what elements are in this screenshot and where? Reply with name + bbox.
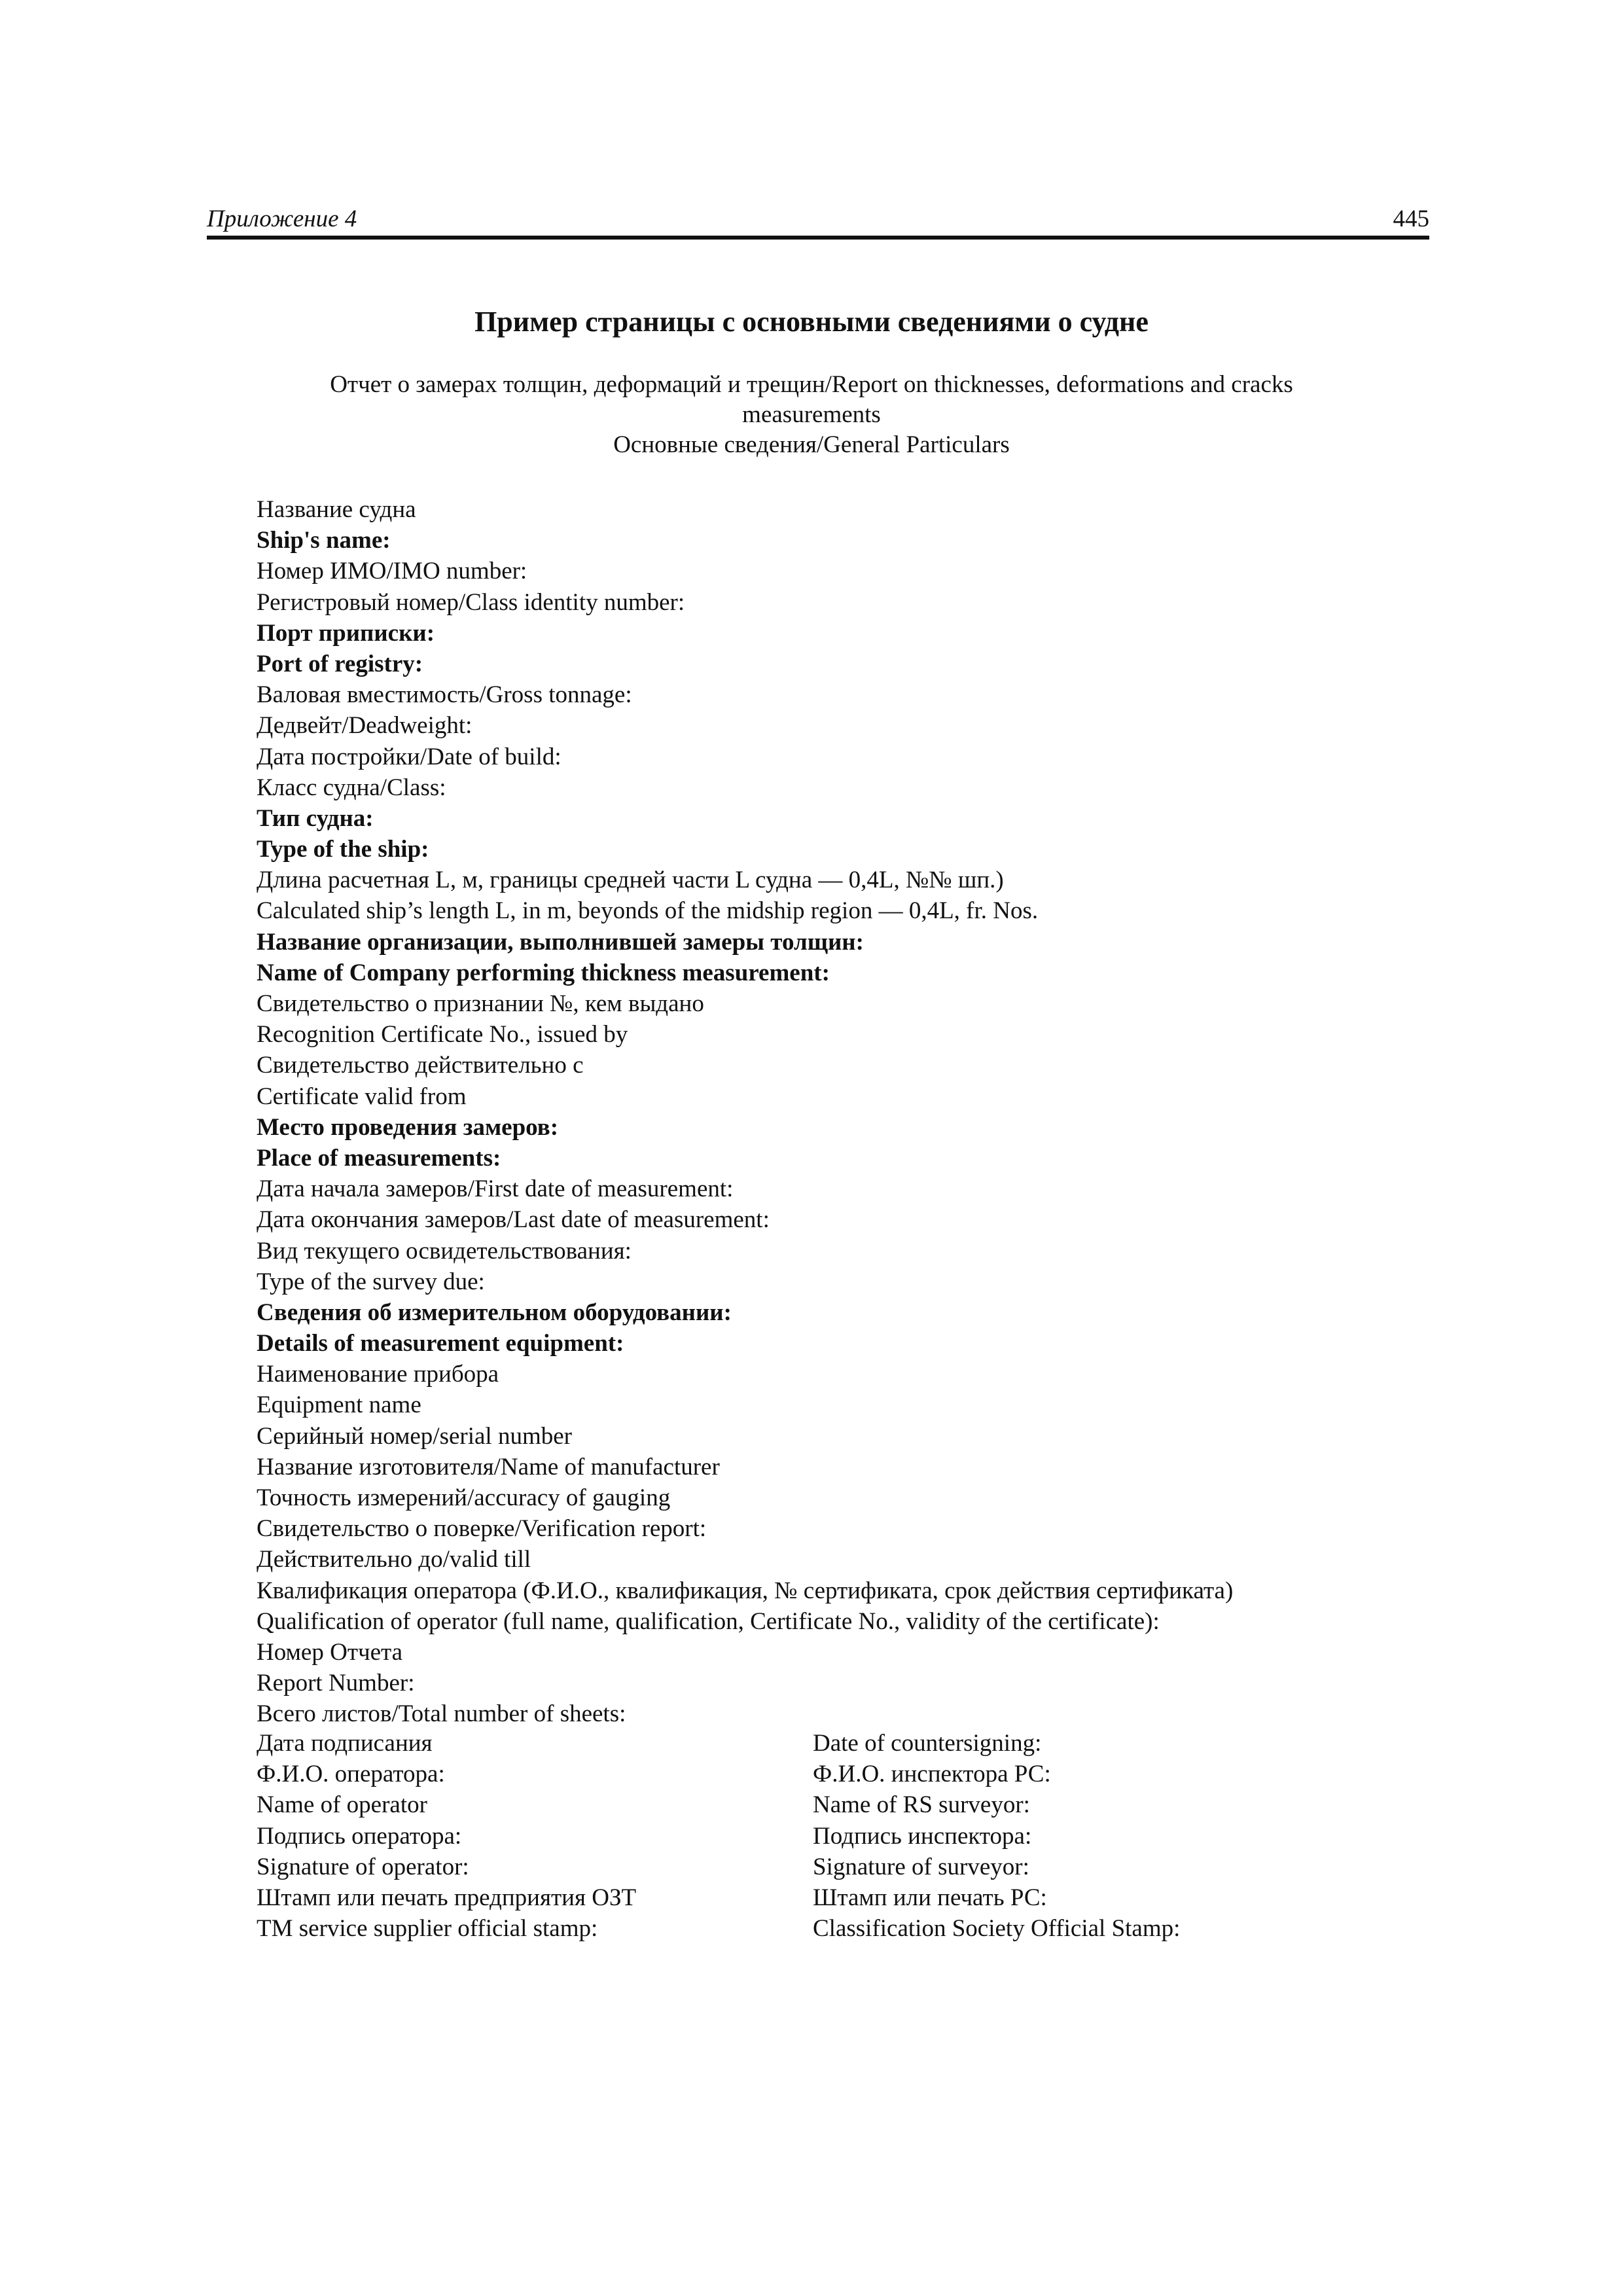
operator-column-label: Signature of operator: [257,1853,469,1880]
field-line: Номер ИМО/IMO number: [257,558,527,585]
signature-row [257,1913,1435,1944]
field-line: Тип судна: [257,804,374,832]
general-particulars-list [257,494,1435,1730]
field-line: Дата окончания замеров/Last date of measurement: [257,1206,770,1234]
operator-column-label: Name of operator [257,1791,427,1819]
page-header [207,196,1429,240]
signature-block [257,1728,1435,1944]
field-line: Certificate valid from [257,1083,467,1110]
field-line: Свидетельство о поверке/Verification report: [257,1515,707,1543]
field-line: Класс судна/Class: [257,774,446,801]
field-line: Дата начала замеров/First date of measurement: [257,1175,734,1203]
signature-row [257,1728,1435,1759]
operator-column-label: Ф.И.О. оператора: [257,1761,445,1788]
field-line: Type of the survey due: [257,1268,485,1295]
field-line: Номер Отчета [257,1638,403,1666]
report-subtitle-line-2: measurements [742,401,881,428]
field-line: Место проведения замеров: [257,1113,559,1141]
field-line: Регистровый номер/Class identity number: [257,588,685,616]
field-line: Port of registry: [257,650,423,677]
field-line: Точность измерений/accuracy of gauging [257,1484,671,1511]
field-line: Квалификация оператора (Ф.И.О., квалификация, № сертификата, срок действия сертификата) [257,1577,1234,1604]
signature-row [257,1821,1435,1852]
page-title: Пример страницы с основными сведениями о судне [474,306,1149,338]
surveyor-column-label: Штамп или печать РС: [813,1884,1047,1911]
field-line: Свидетельство действительно с [257,1052,584,1079]
surveyor-column-label: Ф.И.О. инспектора РС: [813,1761,1051,1788]
appendix-label: Приложение 4 [207,206,357,232]
signature-row [257,1882,1435,1913]
field-line: Report Number: [257,1670,415,1697]
field-line: Сведения об измерительном оборудовании: [257,1299,732,1326]
field-line: Name of Company performing thickness measurement: [257,959,830,986]
surveyor-column-label: Подпись инспектора: [813,1822,1032,1850]
field-line: Ship's name: [257,527,391,554]
field-line: Details of measurement equipment: [257,1330,624,1357]
field-line: Порт приписки: [257,619,435,647]
field-line: Название организации, выполнившей замеры толщин: [257,928,864,956]
field-line: Серийный номер/serial number [257,1422,572,1450]
operator-column-label: Дата подписания [257,1730,433,1757]
field-line: Equipment name [257,1391,421,1419]
operator-column-label: TM service supplier official stamp: [257,1915,598,1943]
signature-row [257,1789,1435,1820]
field-line: Recognition Certificate No., issued by [257,1021,628,1049]
report-subtitle-line-1: Отчет о замерах толщин, деформаций и трещин/Report on thicknesses, deformations and cracks [330,371,1293,398]
page-number: 445 [1393,206,1429,232]
surveyor-column-label: Date of countersigning: [813,1730,1042,1757]
field-line: Свидетельство о признании №, кем выдано [257,990,704,1017]
field-line: Calculated ship’s length L, in m, beyonds of the midship region — 0,4L, fr. Nos. [257,897,1039,925]
field-line: Всего листов/Total number of sheets: [257,1700,626,1728]
field-line: Действительно до/valid till [257,1546,531,1573]
field-line: Наименование прибора [257,1361,499,1388]
field-line: Длина расчетная L, м, границы средней части L судна — 0,4L, №№ шп.) [257,867,1004,894]
surveyor-column-label: Signature of surveyor: [813,1853,1029,1880]
field-line: Дедвейт/Deadweight: [257,712,473,740]
field-line: Дата постройки/Date of build: [257,743,562,770]
signature-row [257,1759,1435,1789]
field-line: Название судна [257,496,416,523]
operator-column-label: Подпись оператора: [257,1822,462,1850]
field-line: Place of measurements: [257,1144,501,1172]
surveyor-column-label: Classification Society Official Stamp: [813,1915,1181,1943]
operator-column-label: Штамп или печать предприятия ОЗТ [257,1884,637,1911]
field-line: Qualification of operator (full name, qualification, Certificate No., validity of the certificate): [257,1607,1160,1635]
field-line: Вид текущего освидетельствования: [257,1237,632,1265]
field-line: Валовая вместимость/Gross tonnage: [257,681,632,709]
surveyor-column-label: Name of RS surveyor: [813,1791,1030,1819]
field-line: Название изготовителя/Name of manufacturer [257,1453,720,1480]
report-subtitle-line-3: Основные сведения/General Particulars [613,431,1010,458]
field-line: Type of the ship: [257,836,429,863]
signature-row [257,1852,1435,1882]
